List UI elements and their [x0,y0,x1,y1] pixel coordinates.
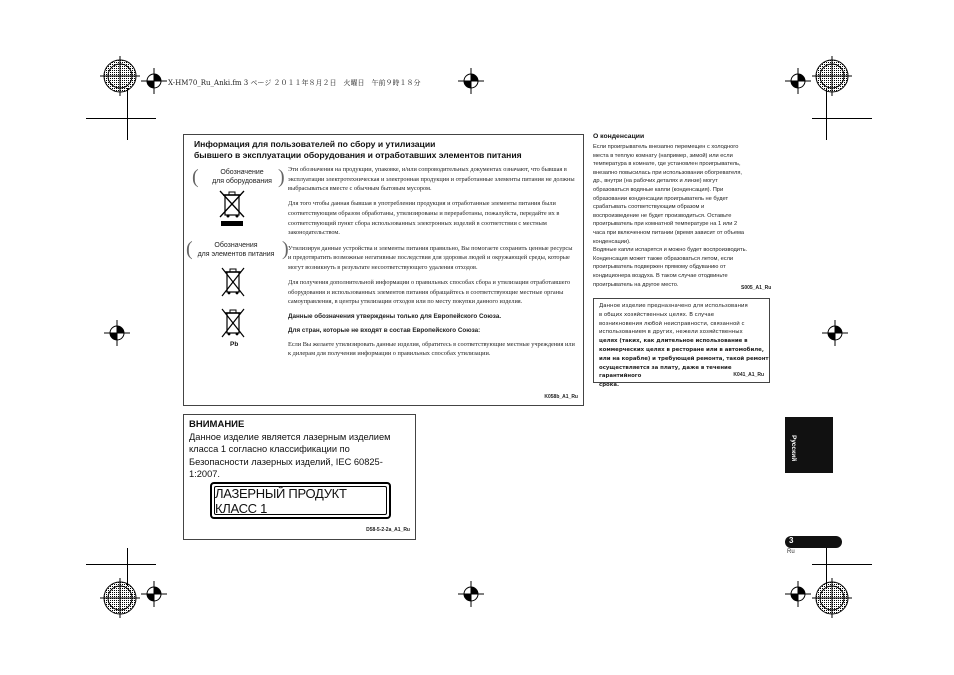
registration-mark-icon [785,581,811,607]
color-target-icon [100,578,140,618]
pb-label: Pb [230,341,239,348]
registration-mark-icon [822,320,848,346]
paragraph: Эти обозначения на продукции, упаковке, и/или сопроводительных документах означают, что бывшая в эксплуатации электротехническая и электронная продукция и отработанные элементы питания не должны выбрасываться вместе с обычным бытовым мусором. [288,166,575,193]
file-header: X-HM70_Ru_Anki.fm 3 ページ ２０１１年８月２日 火曜日 午前９時１８分 [168,79,421,87]
crop-line [86,118,156,119]
registration-mark-icon [104,320,130,346]
registration-mark-icon [458,68,484,94]
crop-line [86,564,156,565]
registration-mark-icon [785,68,811,94]
warning-text: Данное изделие является лазерным изделием класса 1 согласно классификации по Безопасности лазерных изделий, IEC 60825-1:2007. [189,432,391,480]
color-target-icon [812,56,852,96]
disposal-text [288,165,576,365]
registration-mark-icon [141,581,167,607]
crossed-bin-icon [218,189,246,227]
crop-line [127,88,128,140]
registration-mark-icon [141,68,167,94]
eu-note: Данные обозначения утверждены только для Европейского Союза. [288,313,502,321]
disposal-title: Информация для пользователей по сбору и утилизации бывшего в эксплуатации оборудования и отработавших элементов питания [194,139,522,160]
condensation-title: О конденсации [593,133,645,140]
crossed-bin-icon [221,266,245,300]
bracket-right: ) [282,238,289,260]
disposal-info-box [183,134,584,406]
equipment-symbol-label: Обозначение для оборудования [212,169,272,185]
crop-line [826,88,827,140]
color-target-icon [100,56,140,96]
non-eu-heading: Для стран, которые не входят в состав Европейского Союза: [288,327,481,335]
page-number-pill [785,536,842,548]
bracket-left: ( [186,238,193,260]
doc-code: S005_A1_Ru [741,285,772,291]
bracket-left: ( [192,166,199,188]
page-number: 3 [789,536,794,545]
doc-code: K041_A1_Ru [733,372,764,378]
doc-code: K058b_A1_Ru [544,394,578,400]
paragraph: Для того чтобы данная бывшая в употреблении продукция и отработанные элементы питания были соответствующим образом обработаны, утилизированы и переработаны, пожалуйста, передайте их в соответствующий пункт сбора использованных электронных изделий в соответствии с местным законодательством. [288,200,560,237]
warning-title: ВНИМАНИЕ [189,419,245,430]
page-language: Ru [787,549,795,555]
language-tab: Русский [785,417,833,473]
household-use-notice: Данное изделие предназначено для использования в общих хозяйственных целях. В случае возникновения любой неисправности, связанной с использованием в других, нежели хозяйственных целях (таких, как длительное использование в коммерческих целях в ресторане или в автомобиле, или на корабле) и требующей ремонта, такой ремонт осуществляется за плату, даже в течение гарантийного срока. K041_A1_Ru [593,298,770,383]
doc-code: D58-5-2-2a_A1_Ru [366,527,410,533]
crop-line [812,118,872,119]
crop-line [127,548,128,586]
crop-line [826,548,827,586]
batteries-symbol-label: Обозначения для элементов питания [197,242,275,258]
laser-class-label: ЛАЗЕРНЫЙ ПРОДУКТ КЛАСС 1 [210,482,391,519]
condensation-text: Если проигрыватель внезапно перемещен с холодного места в теплую комнату (например, зимой) или если температура в комнате, где установлен проигрыватель, внезапно повысилась при использовании обогревателя, др., внутри (на рабочих деталях и линзе) могут образоваться водяные капли (конденсация). При образовании конденсации проигрыватель не будет срабатывать соответствующим образом и воспроизведение не будет производиться. Оставьте проигрыватель при комнатной температуре на 1 или 2 часа при включенном питании (время зависит от объема конденсации). Водяные капли испарятся и можно будет воспроизводить. Конденсация может также образоваться летом, если проигрыватель подвержен прямому обдуванию от кондиционера воздуха. В таком случае отодвиньте проигрыватель на другое место. [593,144,748,288]
paragraph: Утилизируя данные устройства и элементы питания правильно, Вы помогаете сохранить ценные ресурсы и предотвратить возможные негативные последствия для здоровья людей и окружающей среды, которые могут возникнуть в результате несоответствующего удаления отходов. [288,244,573,271]
crop-line [812,564,872,565]
laser-warning-box [183,414,416,540]
bracket-right: ) [278,166,285,188]
paragraph: Если Вы желаете утилизировать данные изделия, обратитесь в соответствующие местные учреждения или к дилерам для получения информации о правильных способах утилизации. [288,340,575,358]
crossed-bin-icon [221,307,245,341]
paragraph: Для получения дополнительной информации о правильных способах сбора и утилизации отработавшего оборудования и использованных элементов питания обращайтесь в соответствующие местные органы самоуправления, в центры утилизации отходов или по месту покупки данного изделия. [288,279,571,306]
color-target-icon [812,578,852,618]
registration-mark-icon [458,581,484,607]
